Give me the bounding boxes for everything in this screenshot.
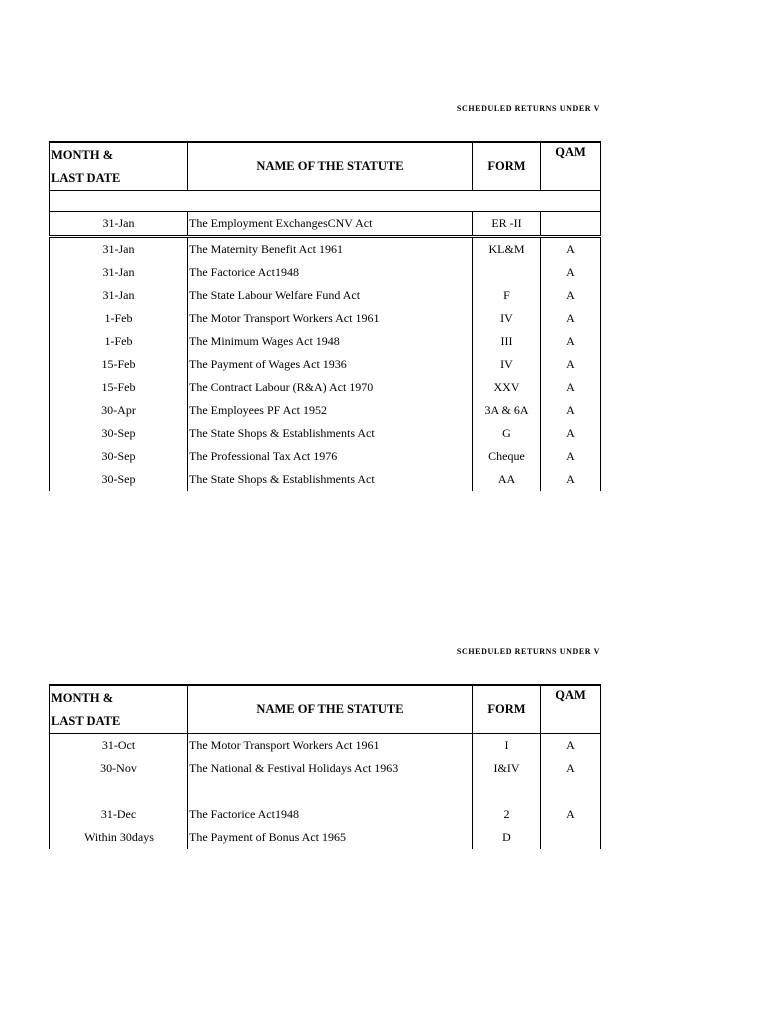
table-row [50,261,601,284]
header-row [50,685,601,734]
form-header: FORM [473,142,541,191]
statute-cell: The Contract Labour (R&A) Act 1970 [188,376,473,399]
qam-cell: A [541,330,601,353]
form-cell: G [473,422,541,445]
form-cell: D [473,826,541,849]
form-cell: AA [473,468,541,491]
table-row [50,284,601,307]
statute-header: NAME OF THE STATUTE [188,685,473,734]
month-cell: 30-Sep [50,468,188,491]
form-cell: III [473,330,541,353]
month-cell: 31-Oct [50,734,188,758]
page-title: SCHEDULED RETURNS UNDER V [456,647,600,656]
form-cell: I [473,734,541,758]
table-row [50,212,601,237]
month-cell: 15-Feb [50,376,188,399]
form-cell: 2 [473,803,541,826]
qam-cell: A [541,237,601,262]
statute-cell: The Employment ExchangesCNV Act [188,212,473,237]
table-row [50,353,601,376]
table-row [50,757,601,780]
form-cell: F [473,284,541,307]
qam-cell: A [541,353,601,376]
table-row [50,780,601,803]
month-cell: 31-Jan [50,284,188,307]
month-header [50,142,188,191]
month-cell: Within 30days [50,826,188,849]
form-cell: KL&M [473,237,541,262]
table-row [50,734,601,758]
table-row [50,468,601,491]
statute-cell: The Maternity Benefit Act 1961 [188,237,473,262]
month-cell: 15-Feb [50,353,188,376]
statute-header: NAME OF THE STATUTE [188,142,473,191]
form-cell: XXV [473,376,541,399]
table-row [50,237,601,262]
form-header: FORM [473,685,541,734]
month-header-line1: MONTH & [51,690,114,705]
form-cell: Cheque [473,445,541,468]
month-header [50,685,188,734]
month-header-line1: MONTH & [51,147,114,162]
table-row [50,445,601,468]
qam-cell: A [541,284,601,307]
month-cell: 31-Jan [50,261,188,284]
month-cell: 30-Apr [50,399,188,422]
month-cell: 31-Jan [50,212,188,237]
month-cell: 30-Nov [50,757,188,780]
page-title: SCHEDULED RETURNS UNDER V [456,104,600,113]
qam-cell: A [541,307,601,330]
schedule-table [49,684,601,849]
form-cell: IV [473,307,541,330]
qam-header: QAM [541,685,601,734]
statute-cell: The National & Festival Holidays Act 1963 [188,757,473,780]
statute-cell: The Employees PF Act 1952 [188,399,473,422]
statute-cell: The Factorice Act1948 [188,803,473,826]
form-cell: I&IV [473,757,541,780]
qam-cell: A [541,734,601,758]
statute-cell [188,780,473,803]
statute-cell: The Minimum Wages Act 1948 [188,330,473,353]
form-cell: 3A & 6A [473,399,541,422]
statute-cell: The Payment of Wages Act 1936 [188,353,473,376]
spacer-row [50,191,601,212]
month-cell: 31-Jan [50,237,188,262]
header-row [50,142,601,191]
qam-cell: A [541,445,601,468]
form-cell [473,780,541,803]
qam-cell [541,780,601,803]
statute-cell: The Payment of Bonus Act 1965 [188,826,473,849]
statute-cell: The Professional Tax Act 1976 [188,445,473,468]
table-row [50,826,601,849]
qam-cell: A [541,422,601,445]
schedule-table [49,141,601,491]
form-cell: ER -II [473,212,541,237]
table-row [50,803,601,826]
month-cell: 31-Dec [50,803,188,826]
month-cell: 1-Feb [50,330,188,353]
qam-cell: A [541,376,601,399]
statute-cell: The Motor Transport Workers Act 1961 [188,734,473,758]
qam-cell: A [541,757,601,780]
month-header-line2: LAST DATE [51,170,121,185]
table-row [50,330,601,353]
qam-cell: A [541,261,601,284]
statute-cell: The State Shops & Establishments Act [188,468,473,491]
table-row [50,376,601,399]
form-cell [473,261,541,284]
qam-cell: A [541,803,601,826]
qam-cell: A [541,399,601,422]
month-cell [50,780,188,803]
table-row [50,422,601,445]
qam-cell [541,826,601,849]
statute-cell: The Factorice Act1948 [188,261,473,284]
form-cell: IV [473,353,541,376]
table-row [50,399,601,422]
qam-cell [541,212,601,237]
qam-cell: A [541,468,601,491]
statute-cell: The State Shops & Establishments Act [188,422,473,445]
month-cell: 30-Sep [50,422,188,445]
statute-cell: The State Labour Welfare Fund Act [188,284,473,307]
table-row [50,307,601,330]
month-header-line2: LAST DATE [51,713,121,728]
month-cell: 30-Sep [50,445,188,468]
statute-cell: The Motor Transport Workers Act 1961 [188,307,473,330]
qam-header: QAM [541,142,601,191]
month-cell: 1-Feb [50,307,188,330]
